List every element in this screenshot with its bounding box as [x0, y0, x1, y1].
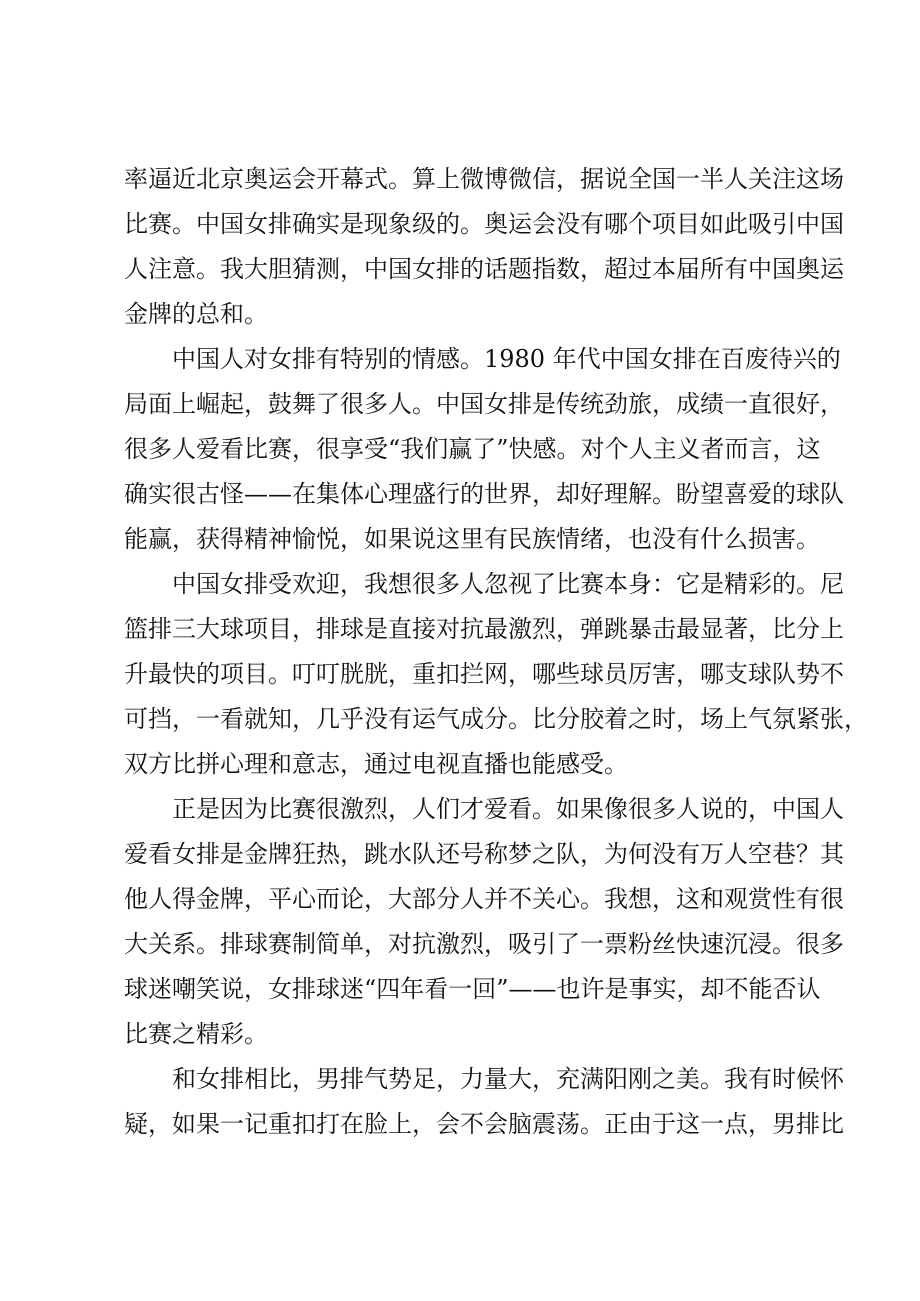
document-page — [124, 157, 868, 1147]
text-line: 可挡，一看就知，几乎没有运气成分。比分胶着之时，场上气氛紧张， — [124, 705, 868, 733]
text-line: 中国女排受欢迎，我想很多人忽视了比赛本身：它是精彩的。尼 — [172, 570, 844, 598]
text-line: 大关系。排球赛制简单，对抗激烈，吸引了一票粉丝快速沉浸。很多 — [124, 930, 844, 958]
text-line: 金牌的总和。 — [124, 300, 268, 328]
text-line: 比赛之精彩。 — [124, 1020, 268, 1048]
text-line: 他人得金牌，平心而论，大部分人并不关心。我想，这和观赏性有很 — [124, 885, 844, 913]
text-line: 率逼近北京奥运会开幕式。算上微博微信，据说全国一半人关注这场 — [124, 165, 844, 193]
text-line: 局面上崛起，鼓舞了很多人。中国女排是传统劲旅，成绩一直很好， — [124, 390, 844, 418]
text-line: 比赛。中国女排确实是现象级的。奥运会没有哪个项目如此吸引中国 — [124, 210, 844, 238]
text-line: 能赢，获得精神愉悦，如果说这里有民族情绪，也没有什么损害。 — [124, 525, 820, 553]
text-line: 篮排三大球项目，排球是直接对抗最激烈，弹跳暴击最显著，比分上 — [124, 615, 844, 643]
paragraph — [124, 787, 844, 1057]
paragraph — [124, 1057, 844, 1147]
text-line: 双方比拼心理和意志，通过电视直播也能感受。 — [124, 750, 628, 778]
paragraph — [124, 157, 844, 337]
text-line: 球迷嘲笑说，女排球迷“四年看一回”——也许是事实，却不能否认 — [124, 975, 821, 1003]
text-line: 确实很古怪——在集体心理盛行的世界，却好理解。盼望喜爱的球队 — [124, 480, 844, 508]
text-line: 爱看女排是金牌狂热，跳水队还号称梦之队，为何没有万人空巷？其 — [124, 840, 844, 868]
article-body — [124, 157, 868, 1147]
text-line: 很多人爱看比赛，很享受“我们赢了”快感。对个人主义者而言，这 — [124, 435, 821, 463]
text-line: 正是因为比赛很激烈，人们才爱看。如果像很多人说的，中国人 — [172, 795, 844, 823]
text-line: 疑，如果一记重扣打在脸上，会不会脑震荡。正由于这一点，男排比 — [124, 1110, 844, 1138]
paragraph — [124, 562, 868, 787]
text-line: 人注意。我大胆猜测，中国女排的话题指数，超过本届所有中国奥运 — [124, 255, 844, 283]
text-line: 中国人对女排有特别的情感。1980 年代中国女排在百废待兴的 — [172, 345, 841, 373]
text-line: 升最快的项目。叮叮胱胱，重扣拦网，哪些球员厉害，哪支球队势不 — [124, 660, 844, 688]
text-line: 和女排相比，男排气势足，力量大，充满阳刚之美。我有时候怀 — [172, 1065, 844, 1093]
paragraph — [124, 337, 844, 562]
